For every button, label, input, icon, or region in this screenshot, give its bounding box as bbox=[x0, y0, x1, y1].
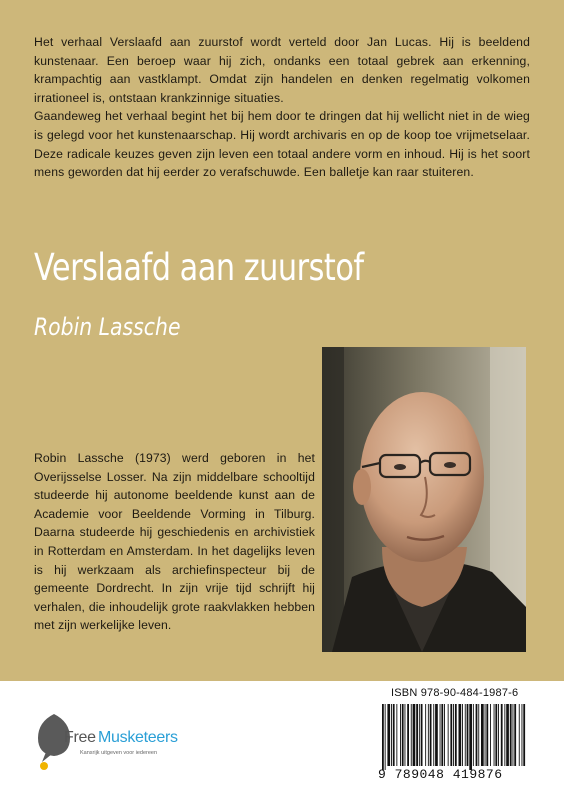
blurb-paragraph-1: Het verhaal Verslaafd aan zuurstof wordt verteld door Jan Lucas. Hij is beeldend kunstenaar. Een beroep waar hij zich, ondanks een totaal gebrek aan erkenning, krampachtig aan vastklampt. Omdat zijn handelen en denken regelmatig volkomen irrationeel is, ontstaan krankzinnige situaties. bbox=[34, 35, 530, 105]
book-title: Verslaafd aan zuurstof bbox=[34, 246, 364, 289]
author-name: Robin Lassche bbox=[34, 313, 181, 341]
author-photo bbox=[322, 347, 526, 652]
publisher-name-musketeers: Musketeers bbox=[98, 729, 178, 746]
ean-digits: 9 789048 419876 bbox=[378, 767, 503, 782]
bio-text: Robin Lassche (1973) werd geboren in het Overijsselse Losser. Na zijn middelbare schooltijd studeerde hij autonome beeldende kunst aan de Academie voor Beeldende Vorming in Tilburg. Daarna studeerde hij geschiedenis en archivistiek in Rotterdam en Amsterdam. In het dagelijks leven is hij werkzaam als archiefinspecteur bij de gemeente Dordrecht. In zijn vrije tijd schrijft hij verhalen, die inhoudelijk grote raakvlakken hebben met zijn werkelijke leven. bbox=[34, 451, 315, 633]
barcode-icon bbox=[378, 700, 528, 772]
publisher-name-free: Free bbox=[64, 729, 96, 746]
blurb-paragraph-2: Gaandeweg het verhaal begint het bij hem door te dringen dat hij wellicht niet in de wieg is gelegd voor het kunstenaarschap. Hij wordt archivaris en op de koop toe vrijmetselaar. Deze radicale keuzes geven zijn leven een totaal andere vorm en inhoud. Hij is het soort mens geworden dat hij eerder zo verafschuwde. Een balletje kan raar stuiteren. bbox=[34, 109, 530, 180]
author-portrait-illustration bbox=[322, 347, 526, 652]
isbn-label: ISBN 978-90-484-1987-6 bbox=[391, 687, 519, 699]
back-cover-blurb bbox=[34, 33, 530, 182]
author-biography bbox=[34, 449, 315, 635]
publisher-logo bbox=[36, 712, 196, 772]
publisher-tagline: Kansrijk uitgeven voor iedereen bbox=[80, 750, 158, 756]
